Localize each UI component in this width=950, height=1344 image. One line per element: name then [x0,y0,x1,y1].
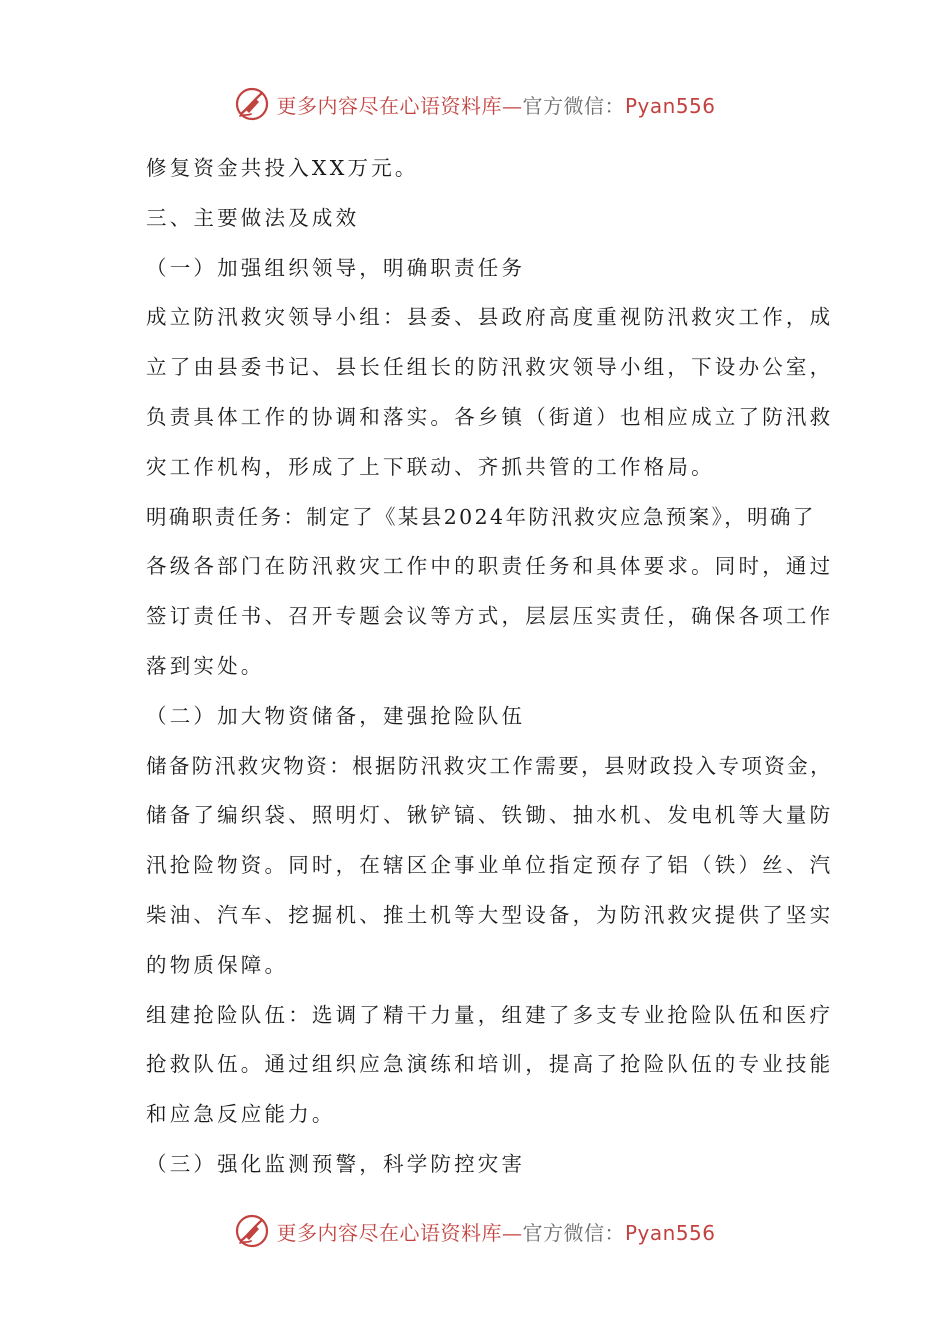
watermark-wechat-label: 官方微信： [522,93,625,118]
text-line: 汛抢险物资。同时，在辖区企事业单位指定预存了铝（铁）丝、汽 [146,853,834,878]
watermark-wechat-id: Pyan556 [624,93,716,118]
watermark-dash: — [501,1220,523,1245]
subsection-heading: （二）加大物资储备，建强抢险队伍 [146,703,526,728]
text-line: 负责具体工作的协调和落实。各乡镇（街道）也相应成立了防汛救 [146,404,834,429]
text-line: 储备防汛救灾物资：根据防汛救灾工作需要，县财政投入专项资金， [146,753,833,778]
text-line: 储备了编织袋、照明灯、锹铲镐、铁锄、抽水机、发电机等大量防 [146,803,834,828]
watermark-site-name: 更多内容尽在心语资料库 [276,1220,502,1245]
watermark-content [234,86,715,122]
text-line: 修复资金共投入XX万元。 [146,156,419,180]
watermark-wechat-id: Pyan556 [624,1220,716,1245]
text-line: 灾工作机构，形成了上下联动、齐抓共管的工作格局。 [146,454,715,479]
text-line: 的物质保障。 [146,952,289,977]
text-line: 柴油、汽车、挖掘机、推土机等大型设备，为防汛救灾提供了坚实 [146,902,834,927]
section-heading: 三、主要做法及成效 [146,205,360,230]
watermark-dash: — [501,93,523,118]
text-line: 落到实处。 [146,653,265,678]
subsection-heading: （三）强化监测预警，科学防控灾害 [146,1151,526,1176]
watermark-banner-top [0,82,950,126]
watermark-banner-bottom [0,1209,950,1253]
text-line: 成立防汛救灾领导小组：县委、县政府高度重视防汛救灾工作，成 [146,305,834,330]
pen-logo-icon [234,1213,270,1249]
subsection-heading: （一）加强组织领导，明确职责任务 [146,255,526,280]
watermark-text [276,1217,715,1246]
text-line: 和应急反应能力。 [146,1102,336,1127]
watermark-text [276,90,715,119]
text-line: 明确职责任务：制定了《某县2024年防汛救灾应急预案》，明确了 [146,504,816,529]
watermark-site-name: 更多内容尽在心语资料库 [276,93,502,118]
text-line: 抢救队伍。通过组织应急演练和培训，提高了抢险队伍的专业技能 [146,1052,834,1077]
watermark-wechat-label: 官方微信： [522,1220,625,1245]
watermark-content [234,1213,715,1249]
text-line: 组建抢险队伍：选调了精干力量，组建了多支专业抢险队伍和医疗 [146,1002,834,1027]
pen-logo-icon [234,86,270,122]
text-line: 立了由县委书记、县长任组长的防汛救灾领导小组，下设办公室， [146,355,834,380]
text-line: 签订责任书、召开专题会议等方式，层层压实责任，确保各项工作 [146,604,834,629]
text-line: 各级各部门在防汛救灾工作中的职责任务和具体要求。同时，通过 [146,554,834,579]
document-body [146,144,836,1190]
